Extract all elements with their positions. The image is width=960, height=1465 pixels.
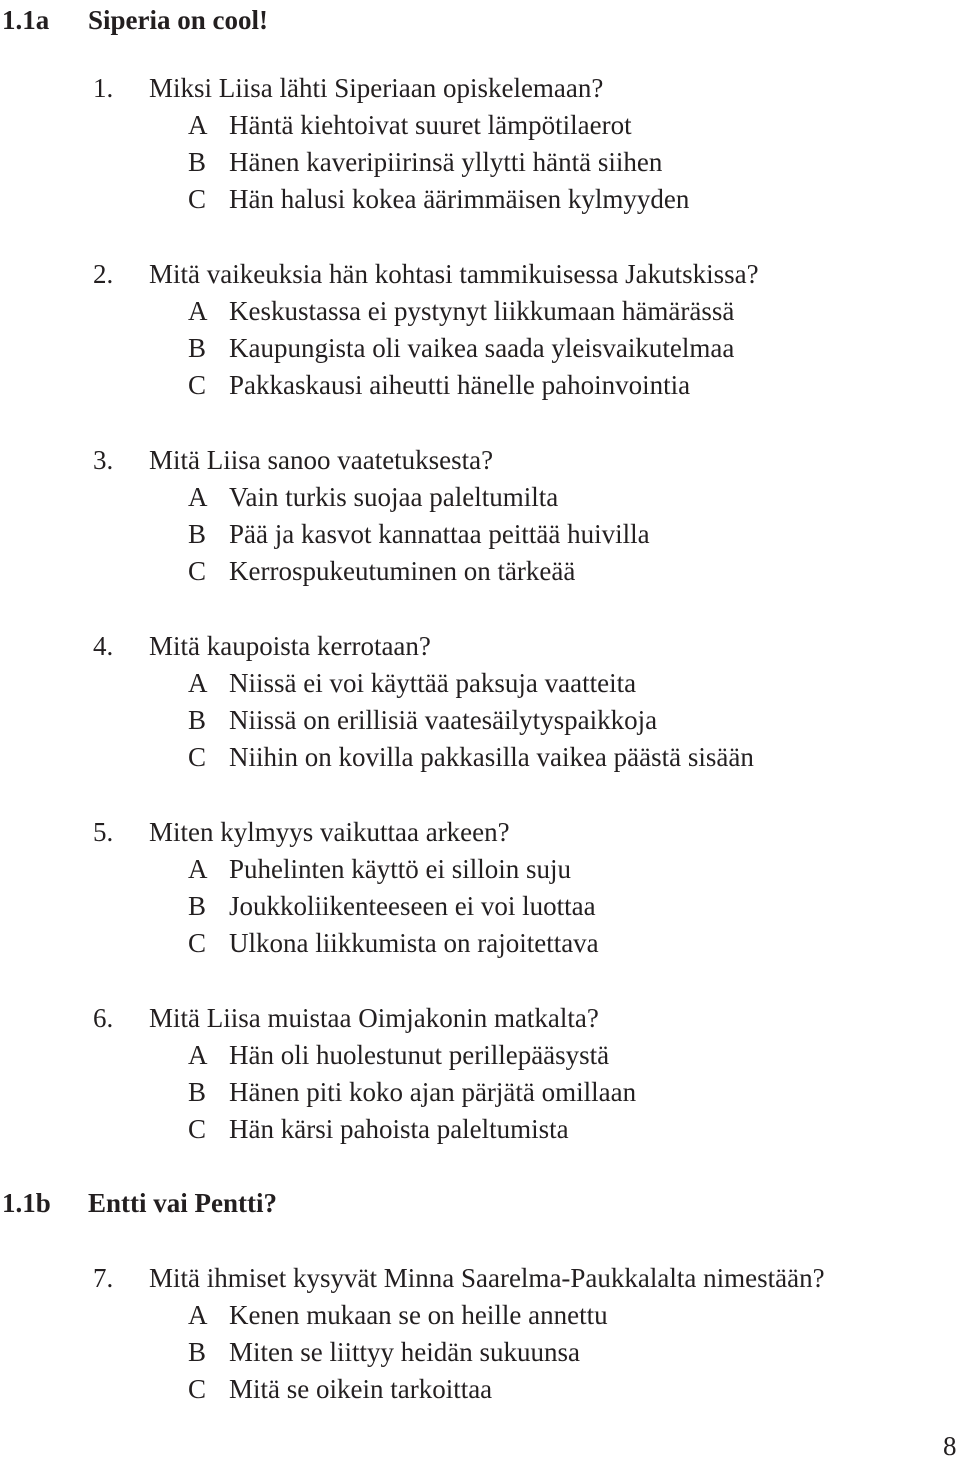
option-letter: A (188, 668, 208, 698)
option-c (0, 181, 960, 218)
option-text: Niissä on erillisiä vaatesäilytyspaikkoja (229, 705, 658, 735)
option-letter: A (188, 854, 208, 884)
option-text: Häntä kiehtoivat suuret lämpötilaerot (229, 110, 632, 140)
option-a (0, 293, 960, 330)
section-title: Siperia on cool! (88, 5, 268, 35)
option-c (0, 553, 960, 590)
option-c (0, 367, 960, 404)
option-c (0, 739, 960, 776)
question-number: 4. (93, 631, 114, 661)
option-a (0, 479, 960, 516)
option-letter: C (188, 928, 207, 958)
option-letter: B (188, 1077, 207, 1107)
option-a (0, 1297, 960, 1334)
question-number: 5. (93, 817, 114, 847)
option-text: Hänen piti koko ajan pärjätä omillaan (229, 1077, 637, 1107)
question-number: 2. (93, 259, 114, 289)
option-text: Miten se liittyy heidän sukuunsa (229, 1337, 580, 1367)
option-b (0, 1334, 960, 1371)
question-text: Mitä ihmiset kysyvät Minna Saarelma-Paukkalalta nimestään? (149, 1263, 825, 1293)
option-c (0, 1111, 960, 1148)
option-letter: B (188, 1337, 207, 1367)
option-letter: C (188, 556, 207, 586)
section-code: 1.1a (2, 5, 50, 35)
question-2 (0, 256, 960, 404)
option-letter: B (188, 519, 207, 549)
option-text: Mitä se oikein tarkoittaa (229, 1374, 493, 1404)
option-text: Hän halusi kokea äärimmäisen kylmyyden (229, 184, 690, 214)
option-letter: A (188, 296, 208, 326)
question-text: Mitä Liisa sanoo vaatetuksesta? (149, 445, 494, 475)
option-a (0, 1037, 960, 1074)
option-text: Kerrospukeutuminen on tärkeää (229, 556, 576, 586)
option-text: Puhelinten käyttö ei silloin suju (229, 854, 571, 884)
option-letter: B (188, 705, 207, 735)
option-letter: C (188, 1374, 207, 1404)
option-text: Keskustassa ei pystynyt liikkumaan hämärässä (229, 296, 735, 326)
question-text: Mitä Liisa muistaa Oimjakonin matkalta? (149, 1003, 599, 1033)
option-letter: A (188, 482, 208, 512)
question-text: Mitä kaupoista kerrotaan? (149, 631, 431, 661)
question-4 (0, 628, 960, 776)
section-code: 1.1b (2, 1188, 51, 1218)
option-b (0, 702, 960, 739)
option-a (0, 851, 960, 888)
option-letter: C (188, 1114, 207, 1144)
option-text: Kaupungista oli vaikea saada yleisvaikutelmaa (229, 333, 735, 363)
option-text: Hän kärsi pahoista paleltumista (229, 1114, 569, 1144)
option-letter: C (188, 742, 207, 772)
option-c (0, 925, 960, 962)
section-heading-1-1a (2, 4, 268, 36)
option-b (0, 516, 960, 553)
option-text: Ulkona liikkumista on rajoitettava (229, 928, 599, 958)
question-number: 7. (93, 1263, 114, 1293)
option-c (0, 1371, 960, 1408)
option-letter: A (188, 1040, 208, 1070)
question-number: 3. (93, 445, 114, 475)
option-a (0, 107, 960, 144)
option-b (0, 1074, 960, 1111)
option-text: Pakkaskausi aiheutti hänelle pahoinvointia (229, 370, 691, 400)
option-text: Pää ja kasvot kannattaa peittää huivilla (229, 519, 650, 549)
option-text: Joukkoliikenteeseen ei voi luottaa (229, 891, 596, 921)
option-a (0, 665, 960, 702)
option-b (0, 888, 960, 925)
question-text: Miksi Liisa lähti Siperiaan opiskelemaan? (149, 73, 604, 103)
option-letter: C (188, 184, 207, 214)
option-b (0, 330, 960, 367)
question-text: Miten kylmyys vaikuttaa arkeen? (149, 817, 510, 847)
option-text: Hänen kaveripiirinsä yllytti häntä siihen (229, 147, 663, 177)
question-1 (0, 70, 960, 218)
option-letter: A (188, 1300, 208, 1330)
question-6 (0, 1000, 960, 1148)
option-text: Hän oli huolestunut perillepääsystä (229, 1040, 610, 1070)
option-text: Kenen mukaan se on heille annettu (229, 1300, 608, 1330)
option-letter: C (188, 370, 207, 400)
option-b (0, 144, 960, 181)
section-heading-1-1b (2, 1187, 277, 1219)
section-title: Entti vai Pentti? (88, 1188, 277, 1218)
option-text: Niihin on kovilla pakkasilla vaikea päästä sisään (229, 742, 754, 772)
option-text: Vain turkis suojaa paleltumilta (229, 482, 559, 512)
question-text: Mitä vaikeuksia hän kohtasi tammikuisessa Jakutskissa? (149, 259, 759, 289)
option-letter: B (188, 147, 207, 177)
question-number: 1. (93, 73, 114, 103)
question-7 (0, 1260, 960, 1408)
question-number: 6. (93, 1003, 114, 1033)
option-letter: A (188, 110, 208, 140)
option-letter: B (188, 891, 207, 921)
question-5 (0, 814, 960, 962)
option-text: Niissä ei voi käyttää paksuja vaatteita (229, 668, 637, 698)
option-letter: B (188, 333, 207, 363)
page-number: 8 (943, 1431, 957, 1461)
question-3 (0, 442, 960, 590)
